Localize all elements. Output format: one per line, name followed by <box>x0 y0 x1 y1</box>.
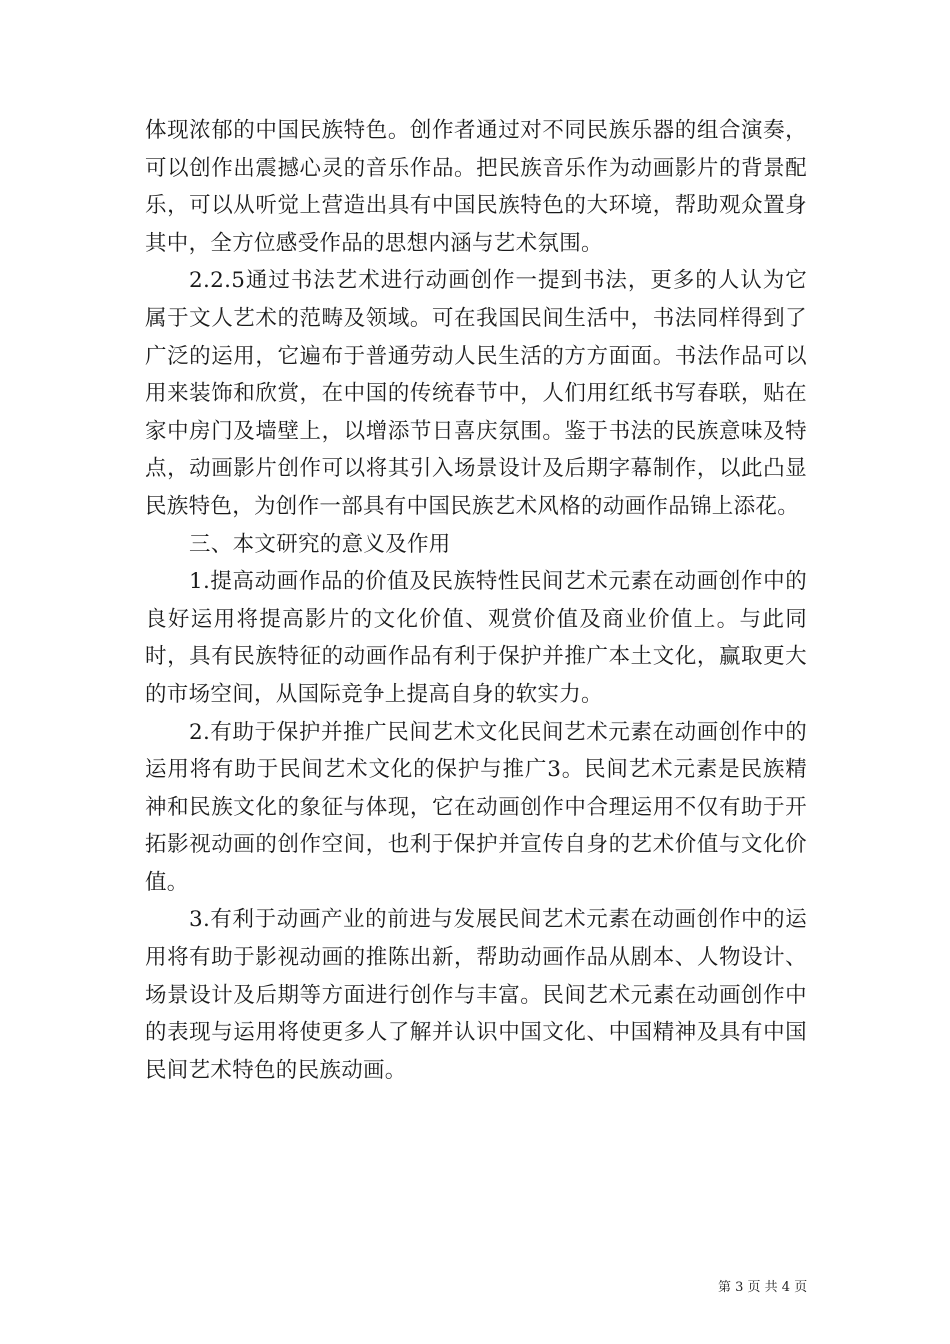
section-heading-significance: 三、本文研究的意义及作用 <box>189 531 451 557</box>
paragraph-point-3: 3.有利于动画产业的前进与发展民间艺术元素在动画创作中的运用将有助于影视动画的推陈出新，帮助动画作品从剧本、人物设计、场景设计及后期等方面进行创作与丰富。民间艺术元素在动画创作中的表现与运用将使更多人了解并认识中国文化、中国精神及具有中国民间艺术特色的民族动画。 <box>145 907 807 1083</box>
paragraph-point-1: 1.提高动画作品的价值及民族特性民间艺术元素在动画创作中的良好运用将提高影片的文化价值、观赏价值及商业价值上。与此同时，具有民族特征的动画作品有利于保护并推广本土文化，赢取更大的市场空间，从国际竞争上提高自身的软实力。 <box>145 569 807 707</box>
paragraph-calligraphy: 2.2.5通过书法艺术进行动画创作一提到书法，更多的人认为它属于文人艺术的范畴及领域。可在我国民间生活中，书法同样得到了广泛的运用，它遍布于普通劳动人民生活的方方面面。书法作品可以用来装饰和欣赏，在中国的传统春节中，人们用红纸书写春联，贴在家中房门及墙壁上，以增添节日喜庆氛围。鉴于书法的民族意味及特点，动画影片创作可以将其引入场景设计及后期字幕制作，以此凸显民族特色，为创作一部具有中国民族艺术风格的动画作品锦上添花。 <box>145 268 807 519</box>
page-number-footer: 第 3 页 共 4 页 <box>718 1280 808 1295</box>
paragraph-music-continued: 体现浓郁的中国民族特色。创作者通过对不同民族乐器的组合演奏，可以创作出震撼心灵的音乐作品。把民族音乐作为动画影片的背景配乐，可以从听觉上营造出具有中国民族特色的大环境，帮助观众置身其中，全方位感受作品的思想内涵与艺术氛围。 <box>145 118 807 256</box>
paragraph-point-2: 2.有助于保护并推广民间艺术文化民间艺术元素在动画创作中的运用将有助于民间艺术文化的保护与推广3。民间艺术元素是民族精神和民族文化的象征与体现，它在动画创作中合理运用不仅有助于开拓影视动画的创作空间，也利于保护并宣传自身的艺术价值与文化价值。 <box>145 719 807 895</box>
body-text <box>145 112 807 1089</box>
